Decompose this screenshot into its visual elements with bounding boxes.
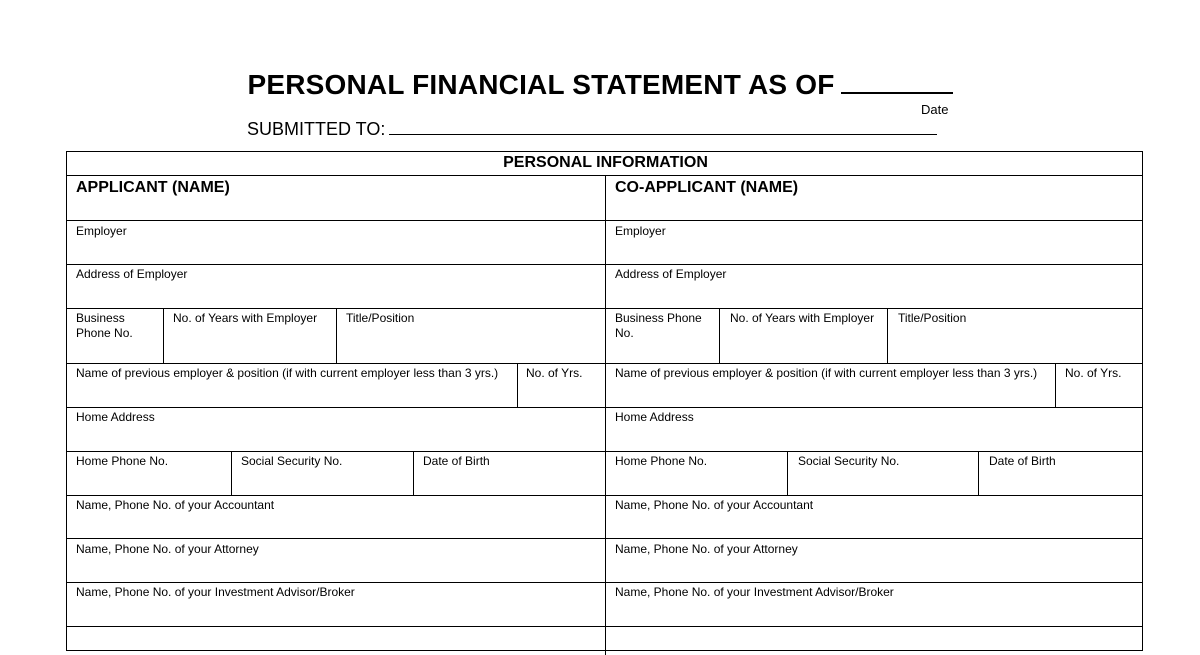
cell-divider [787,451,788,495]
applicant-prev-years-field[interactable]: No. of Yrs. [526,366,583,380]
cell-divider [719,308,720,363]
cell-divider [978,451,979,495]
applicant-business-phone-field[interactable]: Business Phone No. [76,311,133,340]
page-title [0,66,1200,101]
cell-divider [517,363,518,407]
section-title: PERSONAL INFORMATION [503,154,708,171]
personal-information-form [66,151,1143,651]
coapplicant-prev-years-field[interactable]: No. of Yrs. [1065,366,1122,380]
coapplicant-name-field[interactable]: CO-APPLICANT (NAME) [615,179,799,196]
cell-divider [413,451,414,495]
date-label: Date [921,102,949,117]
submitted-to-row [247,118,937,140]
applicant-dob-field[interactable]: Date of Birth [423,454,490,468]
applicant-title-field[interactable]: Title/Position [346,311,415,325]
coapplicant-employer-field[interactable]: Employer [615,224,666,238]
applicant-advisor-field[interactable]: Name, Phone No. of your Investment Advisor/Broker [76,585,355,599]
applicant-attorney-field[interactable]: Name, Phone No. of your Attorney [76,542,259,556]
coapplicant-home-address-field[interactable]: Home Address [615,410,694,424]
applicant-accountant-field[interactable]: Name, Phone No. of your Accountant [76,498,275,512]
coapplicant-advisor-field[interactable]: Name, Phone No. of your Investment Advisor/Broker [615,585,894,599]
date-blank[interactable] [841,66,953,94]
cell-divider [231,451,232,495]
applicant-name-field[interactable]: APPLICANT (NAME) [76,179,230,196]
coapplicant-business-phone-field[interactable]: Business Phone No. [615,311,702,340]
coapplicant-attorney-field[interactable]: Name, Phone No. of your Attorney [615,542,798,556]
applicant-employer-field[interactable]: Employer [76,224,127,238]
coapplicant-years-field[interactable]: No. of Years with Employer [730,311,875,325]
submitted-to-field[interactable] [389,118,937,135]
cell-divider [336,308,337,363]
cell-divider [163,308,164,363]
coapplicant-accountant-field[interactable]: Name, Phone No. of your Accountant [615,498,814,512]
coapplicant-home-phone-field[interactable]: Home Phone No. [615,454,708,468]
coapplicant-ssn-field[interactable]: Social Security No. [798,454,900,468]
applicant-ssn-field[interactable]: Social Security No. [241,454,343,468]
cell-divider [887,308,888,363]
title-text: PERSONAL FINANCIAL STATEMENT AS OF [247,69,835,100]
applicant-home-phone-field[interactable]: Home Phone No. [76,454,169,468]
submitted-to-label: SUBMITTED TO: [247,119,386,139]
column-divider [605,175,606,655]
coapplicant-employer-address-field[interactable]: Address of Employer [615,267,727,281]
applicant-previous-employer-field[interactable]: Name of previous employer & position (if with current employer less than 3 yrs.) [76,366,499,380]
cell-divider [1055,363,1056,407]
applicant-home-address-field[interactable]: Home Address [76,410,155,424]
coapplicant-dob-field[interactable]: Date of Birth [989,454,1056,468]
applicant-employer-address-field[interactable]: Address of Employer [76,267,188,281]
coapplicant-title-field[interactable]: Title/Position [898,311,967,325]
coapplicant-previous-employer-field[interactable]: Name of previous employer & position (if with current employer less than 3 yrs.) [615,366,1038,380]
applicant-years-field[interactable]: No. of Years with Employer [173,311,318,325]
